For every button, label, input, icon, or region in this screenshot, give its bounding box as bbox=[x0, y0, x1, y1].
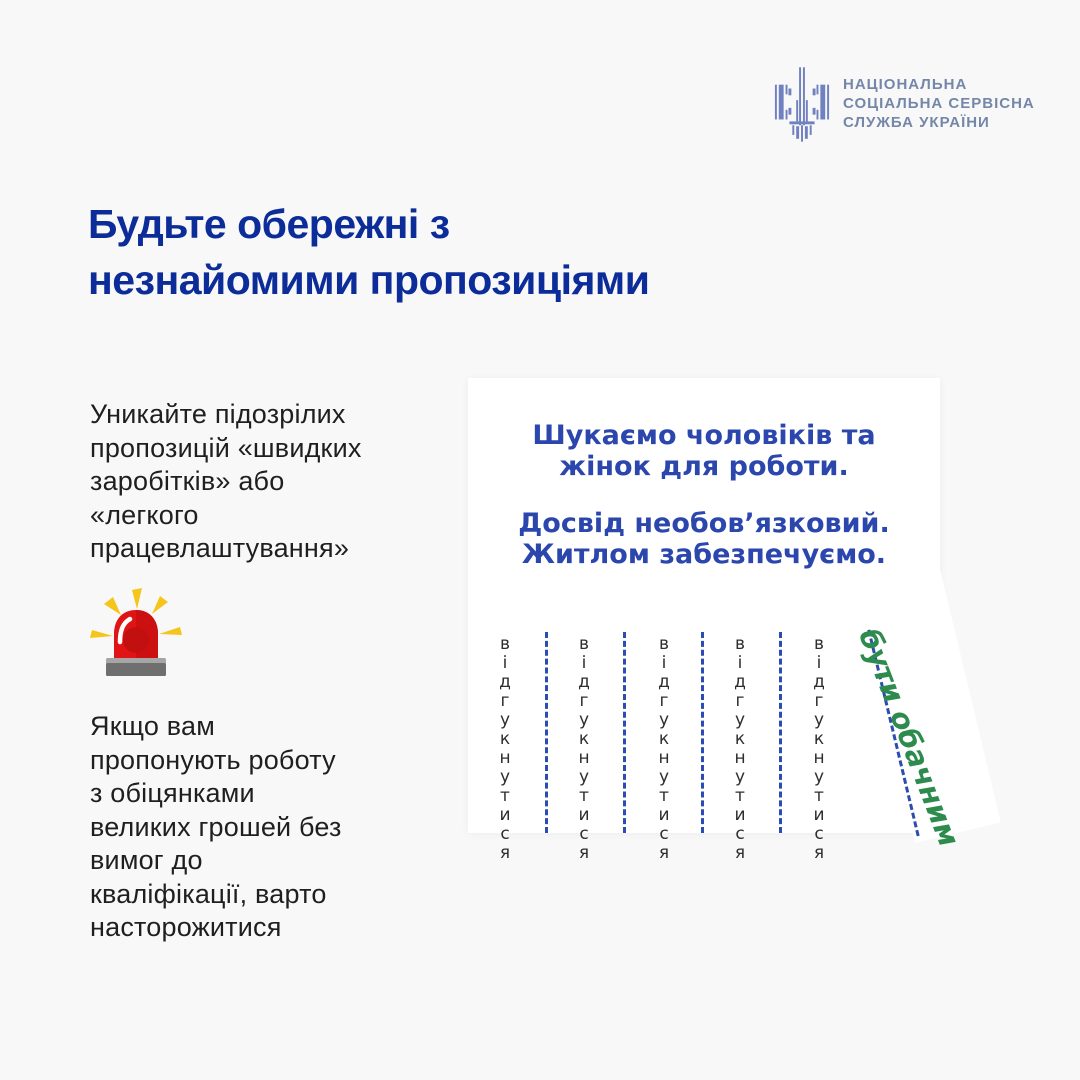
org-name-line1: НАЦІОНАЛЬНА bbox=[843, 76, 968, 93]
org-name-line2: СОЦІАЛЬНА СЕРВІСНА bbox=[843, 95, 1035, 112]
page-title bbox=[88, 196, 649, 308]
intro-line: заробітків» або bbox=[90, 466, 285, 496]
warning-line: з обіцянками bbox=[90, 778, 255, 808]
org-logo bbox=[773, 62, 1035, 146]
intro-line: Уникайте підозрілих bbox=[90, 399, 346, 429]
intro-paragraph bbox=[90, 398, 440, 566]
intro-line: працевлаштування» bbox=[90, 533, 350, 563]
tearoff-dashed-separator bbox=[779, 632, 782, 833]
warning-line: пропонують роботу bbox=[90, 744, 336, 775]
tearoff-strip-label: відгукнутися bbox=[654, 634, 674, 862]
tearoff-strip-label: відгукнутися bbox=[574, 634, 594, 862]
flyer-ad-text bbox=[468, 420, 940, 570]
warning-line: насторожитися bbox=[90, 912, 282, 942]
page-title-line1: Будьте обережні з bbox=[88, 201, 450, 247]
warning-line: Якщо вам bbox=[90, 711, 215, 741]
intro-line: пропозицій «швидких bbox=[90, 432, 362, 463]
tearoff-strip-label: відгукнутися bbox=[809, 634, 829, 862]
siren-icon bbox=[86, 584, 186, 688]
tearoff-dashed-separator bbox=[623, 632, 626, 833]
warning-line: кваліфікації, варто bbox=[90, 878, 327, 909]
tearoff-dashed-separator bbox=[545, 632, 548, 833]
flyer-headline-line1: Шукаємо чоловіків та bbox=[532, 420, 876, 451]
flyer-headline-line2: жінок для роботи. bbox=[559, 451, 849, 482]
org-name-line3: СЛУЖБА УКРАЇНИ bbox=[843, 114, 990, 131]
intro-line: «легкого bbox=[90, 499, 199, 530]
flyer-body-line1: Досвід необов’язковий. bbox=[518, 508, 890, 539]
flyer-body-line2: Житлом забезпечуємо. bbox=[521, 539, 887, 570]
warning-line: великих грошей без bbox=[90, 811, 342, 842]
torn-strip-label: бути обачним bbox=[852, 624, 967, 851]
tearoff-strip-label: відгукнутися bbox=[495, 634, 515, 862]
page-title-line2: незнайомими пропозиціями bbox=[88, 257, 650, 303]
warning-line: вимог до bbox=[90, 845, 203, 875]
tearoff-dashed-separator bbox=[701, 632, 704, 833]
trident-logo-icon bbox=[773, 62, 831, 146]
tearoff-strip-label: відгукнутися bbox=[730, 634, 750, 862]
warning-paragraph bbox=[90, 710, 450, 945]
